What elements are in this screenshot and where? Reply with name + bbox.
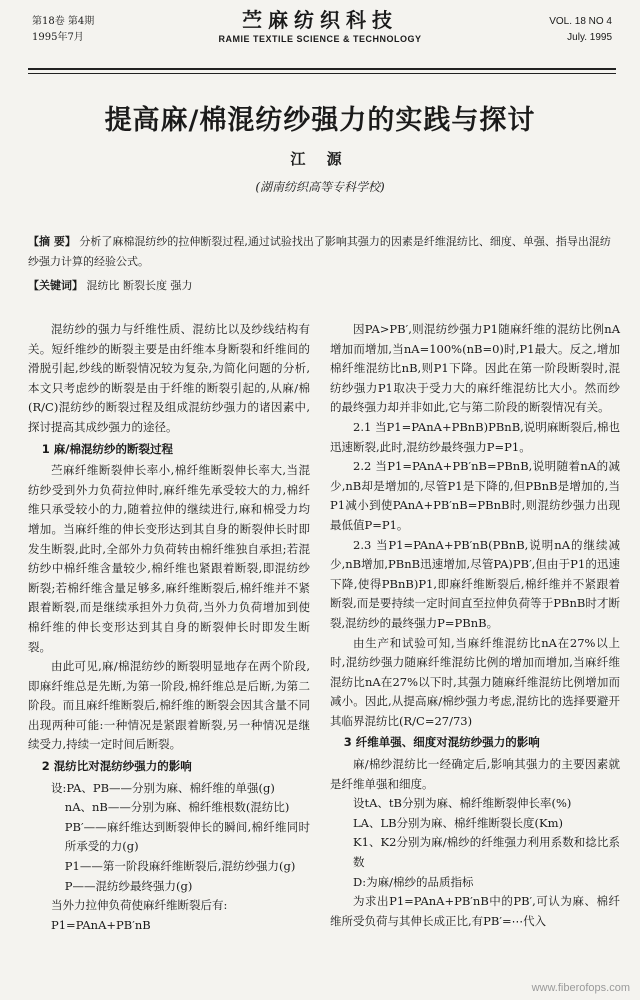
definition-line: LA、LB分别为麻、棉纤维断裂长度(Km) bbox=[353, 815, 563, 830]
keywords-text: 混纺比 断裂长度 强力 bbox=[86, 279, 193, 292]
abstract bbox=[28, 232, 618, 272]
abstract-label: 【摘 要】 bbox=[28, 235, 76, 248]
header-rule bbox=[28, 68, 616, 74]
journal-name-en: RAMIE TEXTILE SCIENCE & TECHNOLOGY bbox=[218, 34, 422, 44]
definition-line: 当外力拉伸负荷使麻纤维断裂后有: bbox=[51, 898, 228, 913]
definition-line: PB′——麻纤维达到断裂伸长的瞬间,棉纤维同时所承受的力(g) bbox=[64, 819, 310, 854]
author: 江 源 bbox=[290, 150, 350, 168]
left-column bbox=[28, 320, 310, 935]
section-heading: 2 混纺比对混纺纱强力的影响 bbox=[41, 759, 192, 774]
body-paragraph: 由此可见,麻/棉混纺纱的断裂明显地存在两个阶段,即麻纤维总是先断,为第一阶段,棉纤维总是后断,为第二阶段。而且麻纤维断裂后,棉纤维的断裂会因其含量不同出现两种可能:一种情况是紧跟着断裂,另一种情况是继续受力,持续一定时间后断裂。 bbox=[28, 659, 310, 752]
journal-name-cn: 苎麻纺织科技 bbox=[242, 8, 398, 32]
section-heading: 3 纤维单强、细度对混纺纱强力的影响 bbox=[343, 735, 540, 750]
body-paragraph: 2.1 当P1=PAnA+PBnB)PBnB,说明麻断裂后,棉也迅速断裂,此时,混纺纱最终强力P=P1。 bbox=[330, 419, 620, 454]
keywords-label: 【关键词】 bbox=[28, 279, 83, 292]
header-left bbox=[32, 14, 94, 46]
date-en: July. 1995 bbox=[567, 32, 612, 43]
definition-line: 设tA、tB分别为麻、棉纤维断裂伸长率(%) bbox=[353, 796, 572, 811]
body-paragraph: 由生产和试验可知,当麻纤维混纺比nA在27%以上时,混纺纱强力随麻纤维混纺比例的增加而增加,当麻纤维混纺比nA在27%以下时,其强力随麻纤维混纺比例增加而减小。因此,从提高麻/棉纱强力考虑,混纺比的选择要避开其临界混纺比(R/C=27/73) bbox=[330, 635, 620, 728]
paper-title: 提高麻/棉混纺纱强力的实践与探讨 bbox=[104, 105, 536, 136]
watermark: www.fiberofops.com bbox=[531, 982, 630, 994]
definition-line: P1——第一阶段麻纤维断裂后,混纺纱强力(g) bbox=[64, 859, 296, 874]
affiliation: (湖南纺织高等专科学校) bbox=[255, 180, 385, 194]
body-paragraph: 麻/棉纱混纺比一经确定后,影响其强力的主要因素就是纤维单强和细度。 bbox=[330, 757, 620, 791]
volume-issue: 第18卷 第4期 bbox=[32, 16, 95, 27]
body-paragraph: 因PA>PB′,则混纺纱强力P1随麻纤维的混纺比例nA增加而增加,当nA=100%(nB=0)时,P1最大。反之,增加棉纤维混纺比nB,则P1下降。因此在第一阶段断裂时,混纺纱强力P1取决于受力大的麻纤维混纺比大小。然而纱的最终强力却并非如此,它与第二阶段的断裂情况有关。 bbox=[330, 322, 620, 415]
definition-line: nA、nB——分别为麻、棉纤维根数(混纺比) bbox=[64, 800, 290, 815]
journal-header bbox=[0, 0, 640, 70]
definition-line: P1=PAnA+PB′nB bbox=[51, 917, 151, 932]
abstract-text: 分析了麻棉混纺纱的拉伸断裂过程,通过试验找出了影响其强力的因素是纤维混纺比、细度、单强、指导出混纺纱强力计算的经验公式。 bbox=[28, 235, 611, 268]
definition-line: D:为麻/棉纱的品质指标 bbox=[353, 874, 474, 889]
header-right bbox=[549, 14, 612, 46]
section-heading: 1 麻/棉混纺纱的断裂过程 bbox=[41, 441, 174, 456]
body-paragraph: 2.3 当P1=PAnA+PB′nB(PBnB,说明nA的继续减少,nB增加,PBnB迅速增加,尽管PA)PB′,但由于P1的迅速下降,使得PBnB)P1,即麻纤维断裂后,棉纤维并不紧跟着断裂,而是要持续一定时间直至拉伸负荷等于PBnB时才断裂,混纺纱的最终强力P=PBnB。 bbox=[330, 537, 620, 630]
date-cn: 1995年7月 bbox=[32, 32, 84, 43]
volume-en: VOL. 18 NO 4 bbox=[549, 16, 612, 27]
body-paragraph: 苎麻纤维断裂伸长率小,棉纤维断裂伸长率大,当混纺纱受到外力负荷拉伸时,麻纤维先承受较大的力,棉纤维只承受较小的力,随着拉伸的继续进行,麻和棉受力均增加。当麻纤维的伸长变形达到其自身的断裂伸长时即发生断裂,此时,全部外力负荷转由棉纤维独自承担;若混纺纱中棉纤维含量较少,棉纤维也紧跟着断裂,即混纺纱断裂;若棉纤维含量足够多,麻纤维断裂后,棉纤维并不紧跟着断裂,而是继续承担外力负荷,当外力负荷增加到使棉纤维的伸长变形达到其自身的断裂伸长时即发生断裂。 bbox=[28, 463, 310, 654]
definition-line: K1、K2分别为麻/棉纱的纤维强力利用系数和捻比系数 bbox=[353, 835, 620, 870]
keywords bbox=[28, 276, 618, 296]
right-column bbox=[330, 320, 620, 931]
header-center bbox=[180, 8, 460, 44]
definition-line: 设:PA、PB——分别为麻、棉纤维的单强(g) bbox=[51, 780, 275, 795]
definition-line: P——混纺纱最终强力(g) bbox=[64, 878, 193, 893]
body-paragraph: 混纺纱的强力与纤维性质、混纺比以及纱线结构有关。短纤维纱的断裂主要是由纤维本身断裂和纤维间的滑脱引起,纱线的断裂情况较为复杂,为简化问题的分析,本文只考虑纱的断裂是由于纤维的断裂引起的,从麻/棉(R/C)混纺纱的断裂过程及组成混纺纱强力的诸因素中,探讨提高其成纱强力的途径。 bbox=[28, 322, 310, 434]
body-paragraph: 为求出P1=PAnA+PB′nB中的PB′,可认为麻、棉纤维所受负荷与其伸长成正比,有PB′=⋯代入 bbox=[330, 894, 620, 928]
body-paragraph: 2.2 当P1=PAnA+PB′nB=PBnB,说明随着nA的减少,nB却是增加的,尽管P1是下降的,但PBnB是增加的,当P1减小到使PAnA+PB′nB=PBnB时,则混纺纱强力出现最低值P=P1。 bbox=[330, 459, 620, 532]
